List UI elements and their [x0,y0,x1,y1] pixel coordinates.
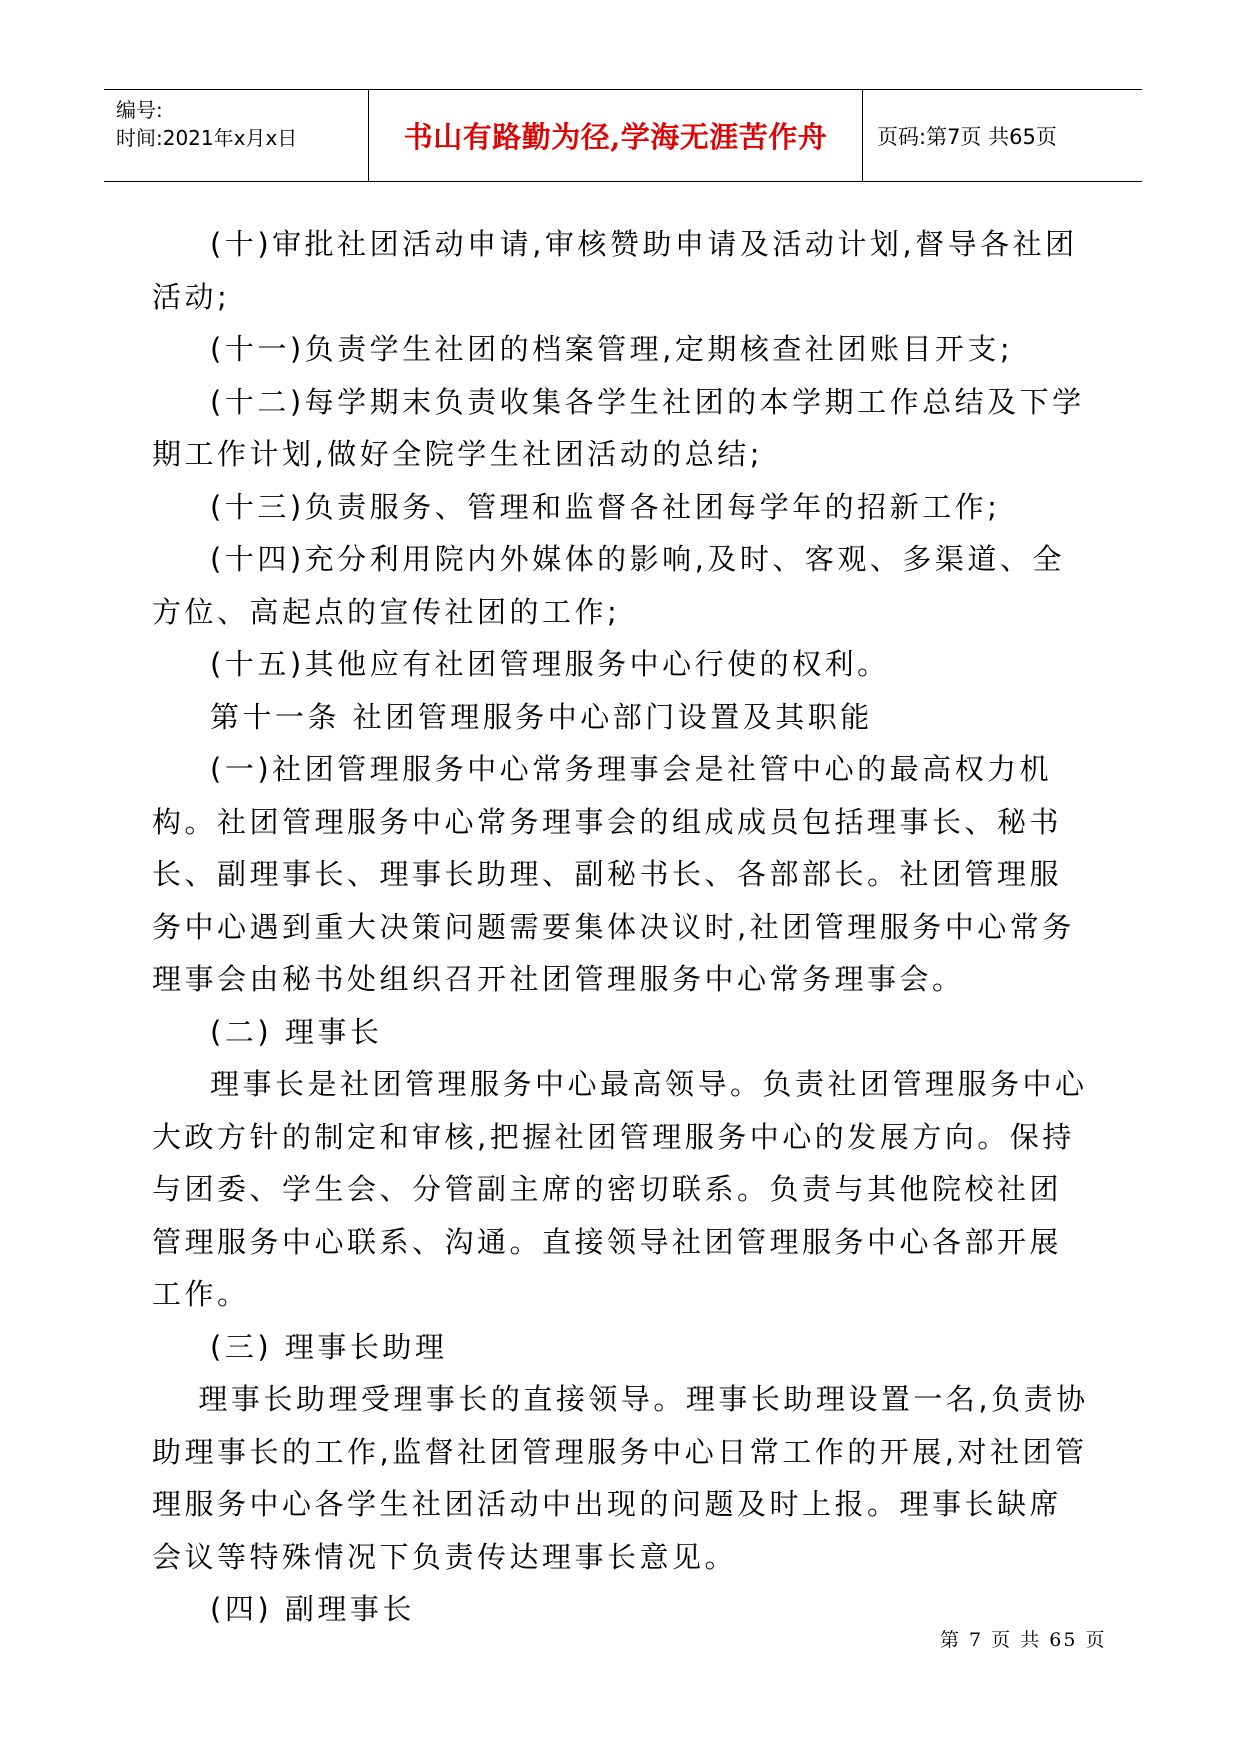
paragraph-item-15: (十五)其他应有社团管理服务中心行使的权利。 [210,647,890,681]
header-page-cell [863,90,1142,181]
paragraph-item-11: (十一)负责学生社团的档案管理,定期核查社团账目开支; [210,332,1014,366]
section-heading-chairman-assistant: (三) 理事长助理 [210,1329,448,1364]
page-footer: 第 7 页 共 65 页 [940,1629,1107,1651]
paragraph-item-13: (十三)负责服务、管理和监督各社团每学年的招新工作; [210,489,1001,524]
document-number-label: 编号: [116,98,163,122]
section-heading-chairman: (二) 理事长 [210,1014,383,1049]
header-meta-cell [104,90,369,181]
paragraph-item-10: (十)审批社团活动申请,审核赞助申请及活动计划,督导各社团活动; [152,227,1078,314]
paragraph-item-14: (十四)充分利用院内外媒体的影响,及时、客观、多渠道、全方位、高起点的宣传社团的工作; [152,542,1065,629]
document-body [152,218,1090,1636]
paragraph-item-12: (十二)每学期末负责收集各学生社团的本学期工作总结及下学期工作计划,做好全院学生社团活动的总结; [152,384,1085,471]
paragraph-standing-council: (一)社团管理服务中心常务理事会是社管中心的最高权力机构。社团管理服务中心常务理事会的组成成员包括理事长、秘书长、副理事长、理事长助理、副秘书长、各部部长。社团管理服务中心遇到重大决策问题需要集体决议时,社团管理服务中心常务理事会由秘书处组织召开社团管理服务中心常务理事会。 [152,752,1075,996]
document-header [104,89,1142,182]
document-time-label: 时间:2021年x月x日 [116,126,298,150]
header-motto-cell [369,90,863,181]
header-page-info: 页码:第7页 共65页 [877,124,1057,149]
section-heading-vice-chairman: (四) 副理事长 [210,1592,415,1626]
paragraph-chairman-assistant: 理事长助理受理事长的直接领导。理事长助理设置一名,负责协助理事长的工作,监督社团管理服务中心日常工作的开展,对社团管理服务中心各学生社团活动中出现的问题及时上报。理事长缺席会议等特殊情况下负责传达理事长意见。 [152,1382,1089,1574]
article-11-heading: 第十一条 社团管理服务中心部门设置及其职能 [210,699,873,734]
header-motto: 书山有路勤为径,学海无涯苦作舟 [403,120,828,154]
paragraph-chairman: 理事长是社团管理服务中心最高领导。负责社团管理服务中心大政方针的制定和审核,把握社团管理服务中心的发展方向。保持与团委、学生会、分管副主席的密切联系。负责与其他院校社团管理服务中心联系、沟通。直接领导社团管理服务中心各部开展工作。 [152,1067,1088,1311]
